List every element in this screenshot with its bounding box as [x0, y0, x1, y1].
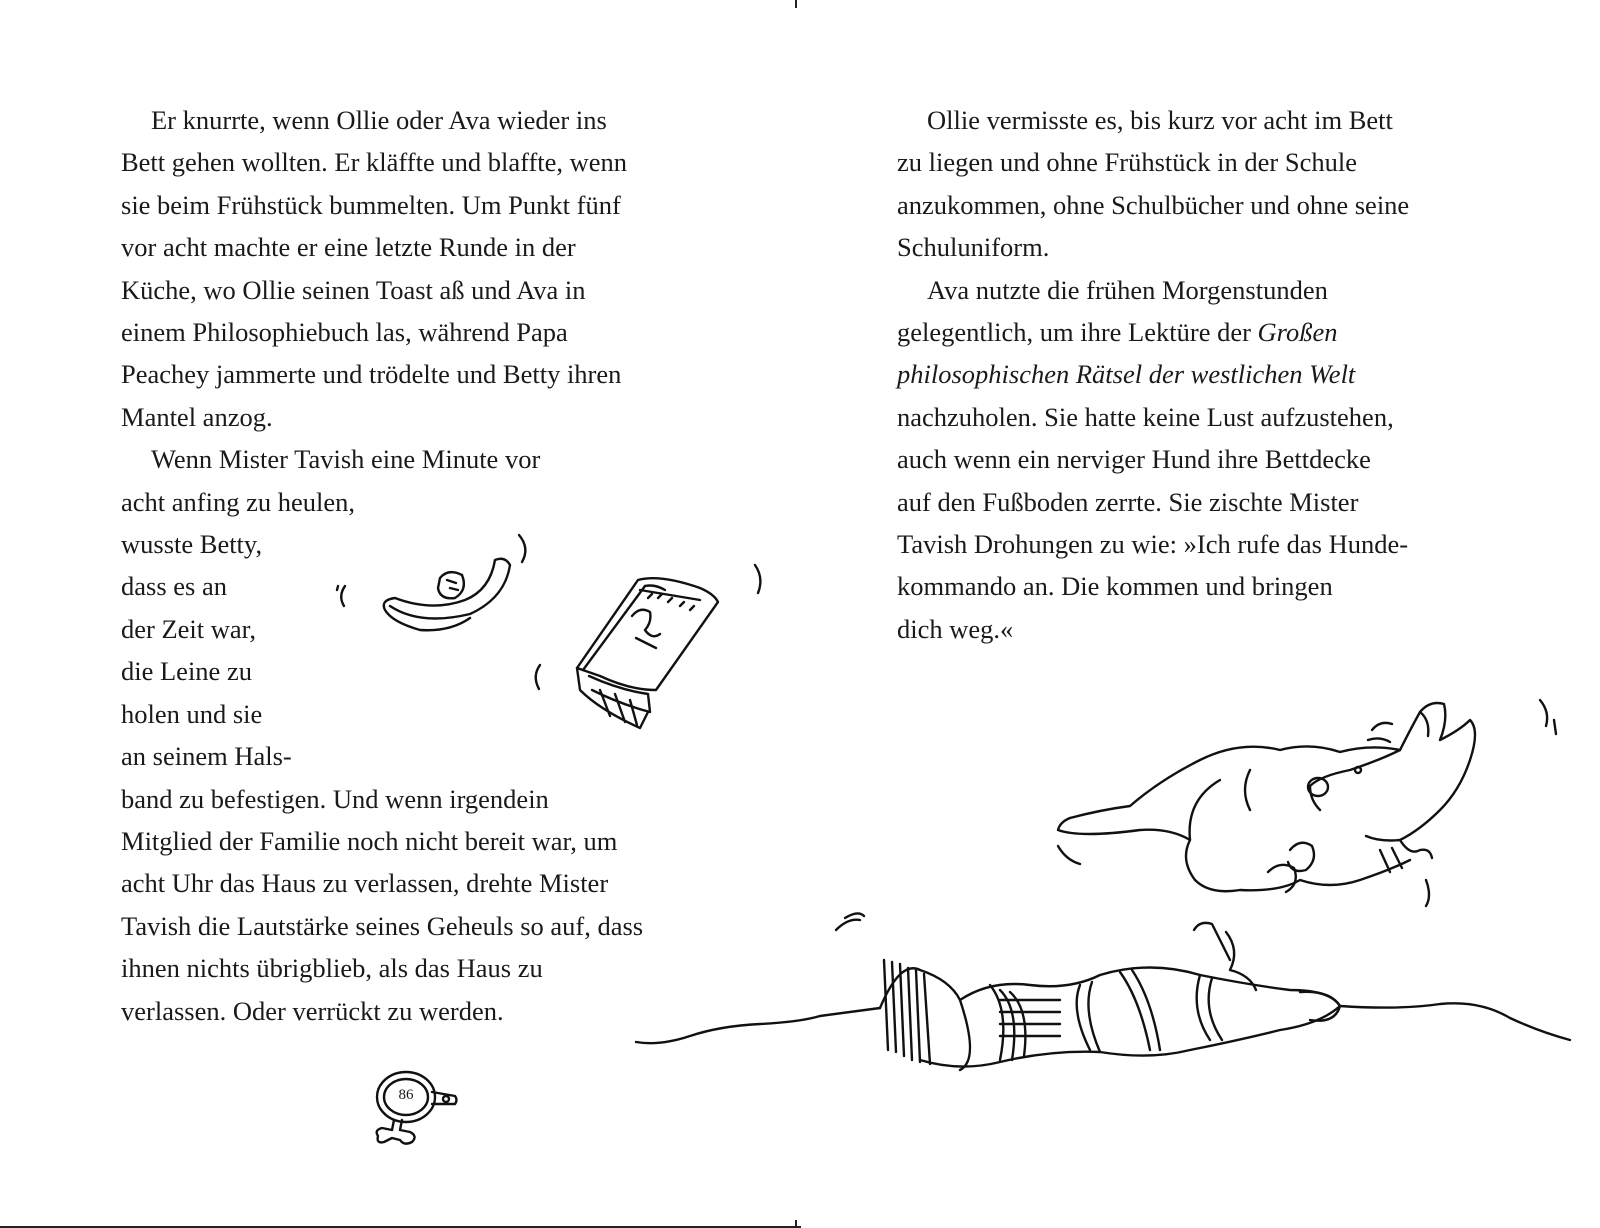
text-line: Peachey jammerte und trödelte und Betty ihren	[121, 359, 622, 390]
text-line: sie beim Frühstück bummelten. Um Punkt fünf	[121, 189, 621, 220]
text-line: Mantel anzog.	[121, 401, 273, 432]
text-line: Tavish Drohungen zu wie: »Ich rufe das Hunde-	[897, 529, 1409, 560]
text-line: Küche, wo Ollie seinen Toast aß und Ava in	[121, 274, 586, 305]
text-line: acht anfing zu heulen,	[121, 486, 355, 517]
text-line: Mitglied der Familie noch nicht bereit war, um	[121, 825, 618, 856]
text-line: einem Philosophiebuch las, während Papa	[121, 317, 568, 348]
text-line: an seinem Hals-	[121, 741, 292, 772]
text-line: der Zeit war,	[121, 613, 257, 644]
text-line: Tavish die Lautstärke seines Geheuls so auf, dass	[121, 910, 644, 941]
text-line: anzukommen, ohne Schulbücher und ohne seine	[897, 189, 1410, 220]
text-line: vor acht machte er eine letzte Runde in der	[121, 232, 576, 263]
text-line: acht Uhr das Haus zu verlassen, drehte Mister	[121, 868, 609, 899]
text-line: ihnen nichts übrigblieb, als das Haus zu	[121, 953, 543, 984]
text-line: auf den Fußboden zerrte. Sie zischte Mister	[897, 486, 1359, 517]
text-line: nachzuholen. Sie hatte keine Lust aufzustehen,	[897, 401, 1394, 432]
text-segment: gelegentlich, um ihre Lektüre der	[897, 317, 1258, 348]
book-title-italic: philosophischen Rätsel der westlichen Welt	[897, 359, 1356, 390]
text-line: wusste Betty,	[121, 529, 263, 560]
text-line: dass es an	[121, 571, 227, 602]
book-title-italic: Großen	[1257, 317, 1338, 348]
text-line: Er knurrte, wenn Ollie oder Ava wieder ins	[151, 105, 607, 135]
text-line: Schuluniform.	[897, 232, 1050, 263]
text-line: zu liegen und ohne Frühstück in der Schule	[897, 147, 1357, 178]
text-line: Bett gehen wollten. Er kläffte und blaffte, wenn	[121, 147, 628, 178]
text-line: dich weg.«	[897, 613, 1014, 644]
text-line: Ava nutzte die frühen Morgenstunden	[927, 274, 1328, 305]
text-line: verlassen. Oder verrückt zu werden.	[121, 995, 504, 1026]
text-line: holen und sie	[121, 698, 263, 729]
text-line: Ollie vermisste es, bis kurz vor acht im Bett	[927, 105, 1393, 135]
text-line: kommando an. Die kommen und bringen	[897, 571, 1333, 602]
text-line: Wenn Mister Tavish eine Minute vor	[151, 444, 541, 475]
text-line: band zu befestigen. Und wenn irgendein	[121, 783, 549, 814]
page-number: 86	[398, 1087, 414, 1103]
text-line: die Leine zu	[121, 656, 252, 687]
text-line: auch wenn ein nerviger Hund ihre Bettdecke	[897, 444, 1371, 475]
